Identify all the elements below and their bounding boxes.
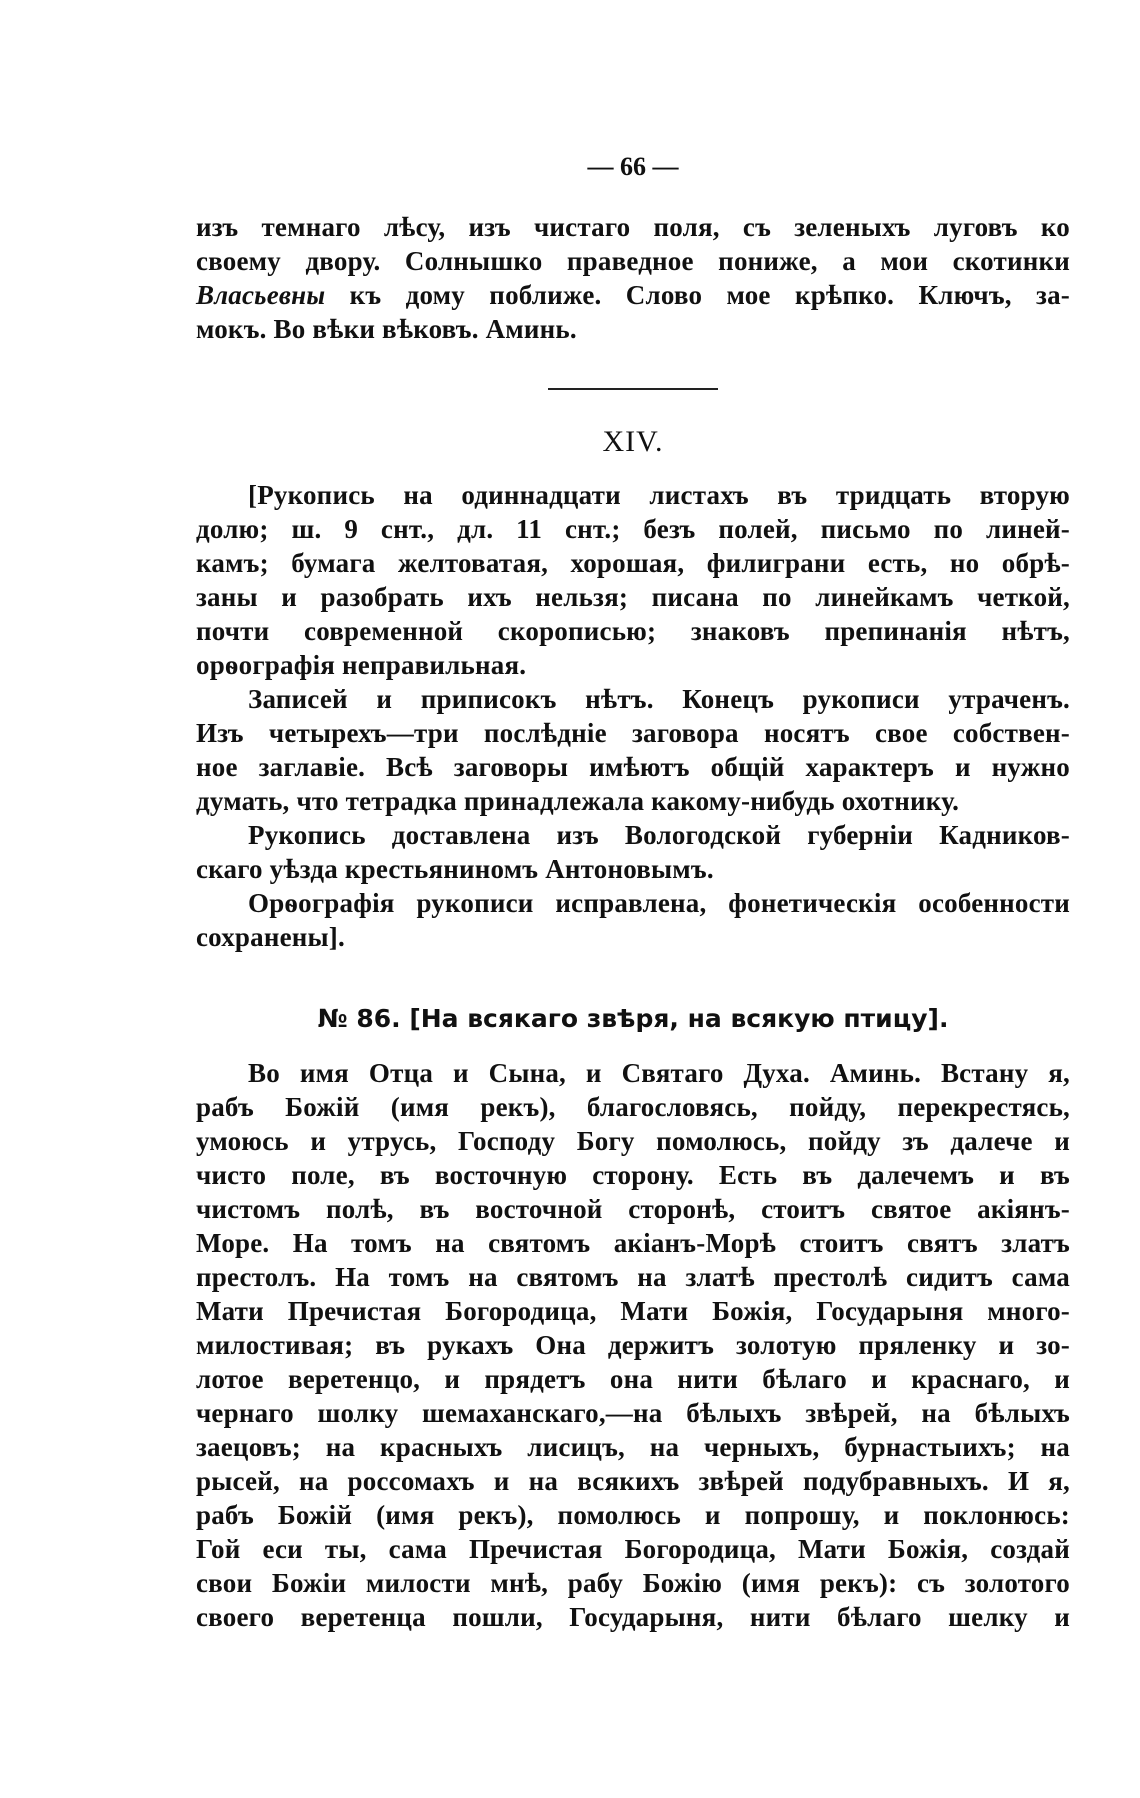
text-line: [Рукопись на одиннадцати листахъ въ тридцать вторую bbox=[248, 480, 1070, 510]
charm-text bbox=[196, 1056, 1070, 1634]
text-line: ное заглавіе. Всѣ заговоры имѣютъ общій характеръ и нужно bbox=[196, 752, 1070, 782]
text-line: Рукопись доставлена изъ Вологодской губерніи Кадников- bbox=[248, 820, 1070, 850]
book-page bbox=[196, 150, 1070, 1634]
text-line: чернаго шолку шемаханскаго,—на бѣлыхъ звѣрей, на бѣлыхъ bbox=[196, 1398, 1070, 1428]
text-line: лотое веретенцо, и прядетъ она нити бѣлаго и краснаго, и bbox=[196, 1364, 1070, 1394]
text-line: мокъ. Во вѣки вѣковъ. Аминь. bbox=[196, 314, 577, 344]
name-italic: Власьевны bbox=[196, 280, 326, 310]
top-paragraph bbox=[196, 210, 1070, 346]
section-title: XIV. bbox=[602, 425, 664, 458]
text-line: своему двору. Солнышко праведное пониже, а мои скотинки bbox=[196, 246, 1070, 276]
text-line: Орѳографія рукописи исправлена, фонетическія особенности bbox=[248, 888, 1070, 918]
description-paragraph-1 bbox=[196, 478, 1070, 682]
text-line: умоюсь и утрусь, Господу Богу помолюсь, пойду зъ далече и bbox=[196, 1126, 1070, 1156]
text-line: своего веретенца пошли, Государыня, нити бѣлаго шелку и bbox=[196, 1602, 1070, 1632]
text-line: почти современной скорописью; знаковъ препинанія нѣтъ, bbox=[196, 616, 1070, 646]
text-line: рабъ Божій (имя рекъ), помолюсь и попрошу, и поклонюсь: bbox=[196, 1500, 1070, 1530]
text-line: Во имя Отца и Сына, и Святаго Духа. Аминь. Встану я, bbox=[248, 1058, 1070, 1088]
page-number: — 66 — bbox=[587, 152, 679, 181]
text-line: рабъ Божій (имя рекъ), благословясь, пойду, перекрестясь, bbox=[196, 1092, 1070, 1122]
description-paragraph-2 bbox=[196, 682, 1070, 818]
text-line: заны и разобрать ихъ нельзя; писана по линейкамъ четкой, bbox=[196, 582, 1070, 612]
text-line: чисто поле, въ восточную сторону. Есть въ далечемъ и въ bbox=[196, 1160, 1070, 1190]
text-line: Гой еси ты, сама Пречистая Богородица, Мати Божія, создай bbox=[196, 1534, 1070, 1564]
text-line: Власьевны къ дому поближе. Слово мое крѣпко. Ключъ, за- bbox=[196, 280, 1070, 310]
text-line: свои Божіи милости мнѣ, рабу Божію (имя рекъ): съ золотого bbox=[196, 1568, 1070, 1598]
text-line: милостивая; въ рукахъ Она держитъ золотую пряленку и зо- bbox=[196, 1330, 1070, 1360]
text-line: Записей и приписокъ нѣтъ. Конецъ рукописи утраченъ. bbox=[248, 684, 1070, 714]
text-line: долю; ш. 9 снт., дл. 11 снт.; безъ полей, письмо по линей- bbox=[196, 514, 1070, 544]
text-line: рысей, на россомахъ и на всякихъ звѣрей подубравныхъ. И я, bbox=[196, 1466, 1070, 1496]
description-paragraph-3 bbox=[196, 818, 1070, 886]
section-divider bbox=[548, 388, 718, 390]
description-paragraph-4 bbox=[196, 886, 1070, 954]
charm-heading: № 86. [На всякаго звѣря, на всякую птицу]. bbox=[317, 1004, 949, 1033]
text-line: чистомъ полѣ, въ восточной сторонѣ, стоитъ святое акіянъ- bbox=[196, 1194, 1070, 1224]
text-line: сохранены]. bbox=[196, 922, 345, 952]
text-line: Мати Пречистая Богородица, Мати Божія, Государыня много- bbox=[196, 1296, 1070, 1326]
text-line: камъ; бумага желтоватая, хорошая, филиграни есть, но обрѣ- bbox=[196, 548, 1070, 578]
text-line: Море. На томъ на святомъ акіанъ-Морѣ стоитъ святъ златъ bbox=[196, 1228, 1070, 1258]
text-line: изъ темнаго лѣсу, изъ чистаго поля, съ зеленыхъ луговъ ко bbox=[196, 212, 1070, 242]
text-line: заецовъ; на красныхъ лисицъ, на черныхъ, бурнастыихъ; на bbox=[196, 1432, 1070, 1462]
text-line: думать, что тетрадка принадлежала какому-нибудь охотнику. bbox=[196, 786, 960, 816]
text-line: орѳографія неправильная. bbox=[196, 650, 527, 680]
text-line: скаго уѣзда крестьяниномъ Антоновымъ. bbox=[196, 854, 714, 884]
text-line: престолъ. На томъ на святомъ на златѣ престолѣ сидитъ сама bbox=[196, 1262, 1070, 1292]
text-line: Изъ четырехъ—три послѣдніе заговора носятъ свое собствен- bbox=[196, 718, 1070, 748]
